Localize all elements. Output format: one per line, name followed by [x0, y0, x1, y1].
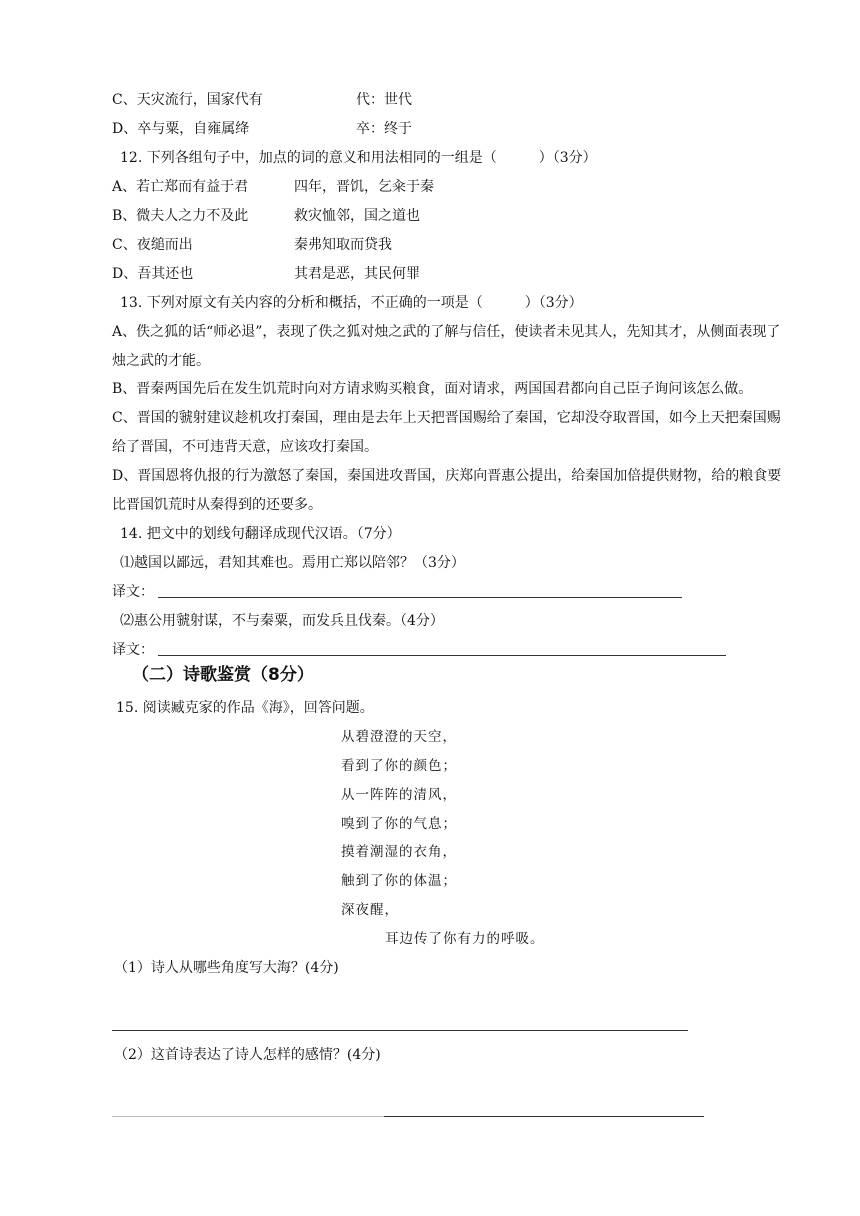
q15-answer-line-2a[interactable]: [112, 1116, 384, 1117]
q14-sentence-1: ⑴越国以鄙远，君知其难也。焉用亡郑以陪邻？（3分）: [120, 555, 465, 571]
q11-option-c-text: C、天灾流行，国家代有: [112, 92, 263, 108]
q13-option-a: A、佚之狐的话“师必退”，表现了佚之狐对烛之武的了解与信任，使读者未见其人，先知其才，从侧面表现了烛之武的才能。: [112, 324, 781, 369]
poem-line: 从一阵阵的清风，: [341, 787, 457, 803]
q12-option-a-right: 四年，晋饥，乞籴于秦: [294, 179, 434, 195]
q14-answer-label-1: 译文：: [112, 584, 154, 600]
q13-stem: 13. 下列对原文有关内容的分析和概括，不正确的一项是（ ）（3分）: [120, 295, 583, 311]
q13-option-b: B、晋秦两国先后在发生饥荒时向对方请求购买粮食，面对请求，两国国君都向自己臣子询问该怎么做。: [112, 381, 753, 397]
section-heading-poetry: （二）诗歌鉴赏（8分）: [132, 665, 314, 685]
poem-line: 耳边传了你有力的呼吸。: [385, 931, 545, 947]
q12-option-d-left: D、吾其还也: [112, 266, 194, 282]
q12-option-b-right: 救灾恤邻，国之道也: [294, 208, 420, 224]
q13-option-c: C、晋国的虢射建议趁机攻打秦国，理由是去年上天把晋国赐给了秦国，它却没夺取晋国，如今上天把秦国赐给了晋国，不可违背天意，应该攻打秦国。: [112, 410, 781, 455]
q12-option-a-left: A、若亡郑而有益于君: [112, 179, 249, 195]
q12-option-c-left: C、夜缒而出: [112, 237, 193, 253]
poem-line: 深夜醒，: [341, 902, 399, 918]
q14-sentence-2: ⑵惠公用虢射谋，不与秦粟，而发兵且伐秦。（4分）: [120, 613, 444, 629]
poem-line: 触到了你的体温；: [341, 873, 457, 889]
q15-subquestion-1: （1）诗人从哪些角度写大海？(4分): [114, 960, 339, 976]
q14-answer-line-2[interactable]: [158, 655, 726, 656]
q11-option-d-gloss: 卒：终于: [356, 121, 412, 137]
q14-answer-label-2: 译文：: [112, 642, 154, 658]
q13-option-d: D、晋国恩将仇报的行为激怒了秦国，秦国进攻晋国，庆郑向晋惠公提出，给秦国加倍提供财物，给的粮食要比晋国饥荒时从秦得到的还要多。: [112, 468, 782, 513]
q14-stem: 14. 把文中的划线句翻译成现代汉语。（7分）: [120, 526, 401, 542]
q12-option-c-right: 秦弗知取而贷我: [294, 237, 392, 253]
q12-option-d-right: 其君是恶，其民何罪: [294, 266, 420, 282]
q15-subquestion-2: （2）这首诗表达了诗人怎样的感情？(4分): [114, 1047, 381, 1063]
q15-answer-line-2b[interactable]: [384, 1116, 704, 1117]
poem-line: 嗅到了你的气息；: [341, 816, 457, 832]
q12-stem: 12. 下列各组句子中，加点的词的意义和用法相同的一组是（ ）（3分）: [120, 150, 597, 166]
q15-answer-line-1[interactable]: [112, 1030, 688, 1031]
q11-option-c: [112, 90, 263, 110]
q14-answer-line-1[interactable]: [158, 597, 682, 598]
q11-option-d: D、卒与粟，自雍属绛: [112, 121, 250, 137]
q15-stem: 15. 阅读臧克家的作品《海》，回答问题。: [116, 700, 374, 716]
poem-line: 摸着潮湿的衣角，: [341, 844, 457, 860]
poem-line: 看到了你的颜色；: [341, 758, 457, 774]
q11-option-c-gloss: 代：世代: [356, 92, 412, 108]
poem-line: 从碧澄澄的天空，: [341, 729, 457, 745]
q12-option-b-left: B、微夫人之力不及此: [112, 208, 249, 224]
